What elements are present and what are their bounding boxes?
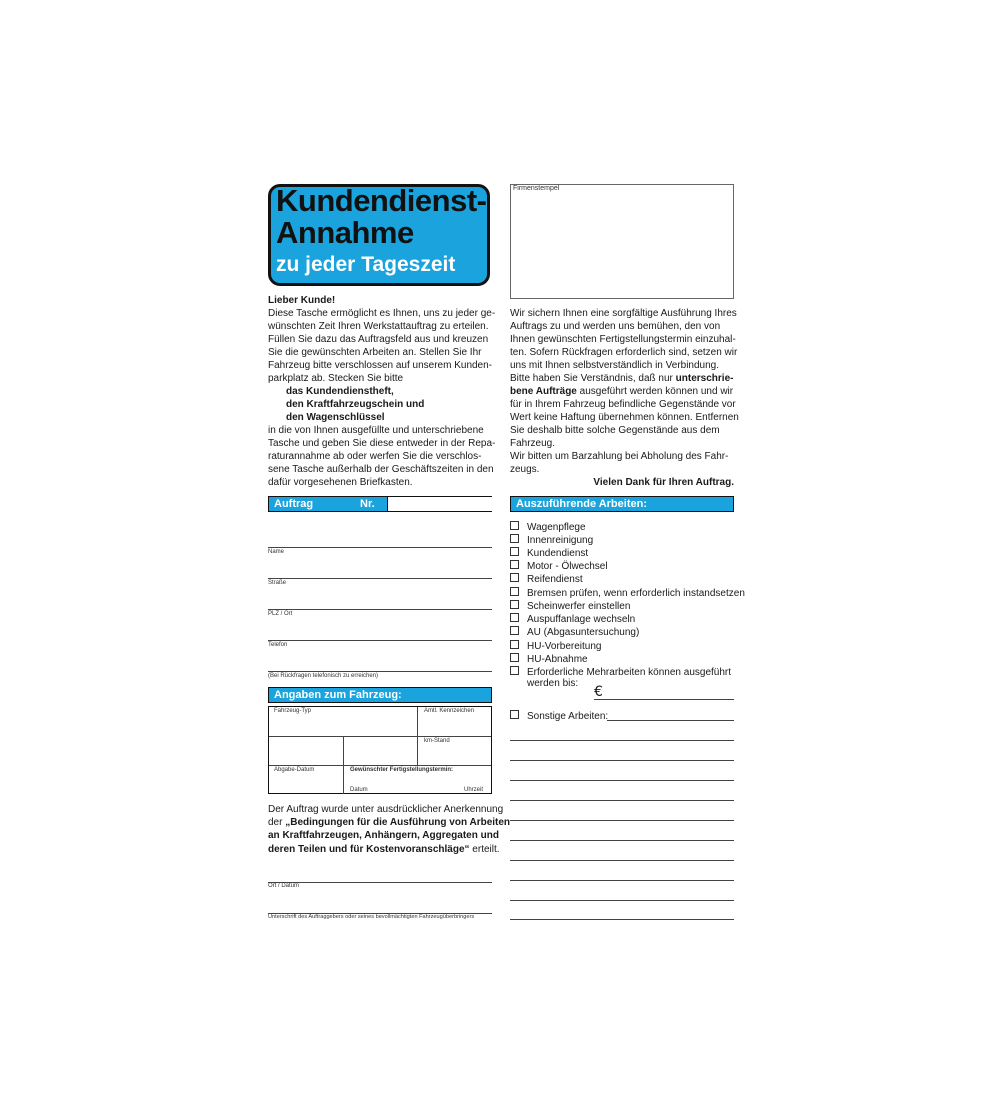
- work-item-sonstige[interactable]: [510, 710, 608, 723]
- terms-text: der: [268, 817, 286, 828]
- terms-line: Der Auftrag wurde unter ausdrücklicher Anerkennung: [268, 804, 504, 815]
- name-field-label: Name: [268, 549, 285, 555]
- works-header: Auszuführende Arbeiten:: [516, 498, 647, 510]
- page-title: Kundendienst-: [276, 183, 487, 218]
- info-line: Sie deshalb bitte solche Gegenstände aus dem: [510, 425, 720, 436]
- checkbox[interactable]: [510, 653, 519, 662]
- mileage-input[interactable]: [419, 745, 490, 764]
- license-plate-input[interactable]: [419, 715, 490, 735]
- vehicle-header: Angaben zum Fahrzeug:: [274, 689, 402, 701]
- info-line: ten. Sofern Rückfragen erforderlich sind, setzen wir: [510, 347, 738, 358]
- work-item-label: Bremsen prüfen, wenn erforderlich instandsetzen: [527, 588, 745, 599]
- euro-sign: €: [594, 684, 603, 700]
- work-item-label: Scheinwerfer einstellen: [527, 601, 631, 612]
- intro-item: den Wagenschlüssel: [286, 412, 385, 423]
- checkbox[interactable]: [510, 666, 519, 675]
- work-item-wagenpflege[interactable]: [510, 521, 586, 534]
- info-line-emphasis: bene Aufträge: [510, 386, 577, 397]
- table-divider: [269, 765, 491, 766]
- other-work-line[interactable]: [510, 860, 734, 861]
- work-item-label: HU-Vorbereitung: [527, 641, 602, 652]
- other-work-line[interactable]: [510, 740, 734, 741]
- intro-line: wünschten Zeit Ihren Werkstattauftrag zu erteilen.: [268, 321, 489, 332]
- city-field-label: PLZ / Ort: [268, 611, 293, 617]
- street-field-label: Straße: [268, 580, 287, 586]
- name-field-line[interactable]: [268, 547, 492, 548]
- info-line-emphasis: unterschrie-: [675, 373, 734, 384]
- street-field-line[interactable]: [268, 578, 492, 579]
- intro-line: dafür vorgesehenen Briefkasten.: [268, 477, 413, 488]
- terms-emphasis: „Bedingungen für die Ausführung von Arbeiten: [285, 817, 511, 828]
- checkbox[interactable]: [510, 626, 519, 635]
- completion-date-input[interactable]: [345, 775, 490, 786]
- info-line: zeugs.: [510, 464, 540, 475]
- intro-line: Tasche und geben Sie diese entweder in der Repa-: [268, 438, 496, 449]
- info-line: Wir bitten um Barzahlung bei Abholung des Fahr-: [510, 451, 729, 462]
- work-item-label: Erforderliche Mehrarbeiten können ausgeführt: [527, 667, 732, 678]
- work-item-label: HU-Abnahme: [527, 654, 588, 665]
- checkbox[interactable]: [510, 534, 519, 543]
- work-item-bremsen[interactable]: [510, 587, 745, 600]
- checkbox[interactable]: [510, 710, 519, 719]
- work-item-label: Reifendienst: [527, 574, 583, 585]
- checkbox[interactable]: [510, 600, 519, 609]
- work-item-reifendienst[interactable]: [510, 573, 583, 586]
- other-work-line[interactable]: [510, 880, 734, 881]
- table-divider: [269, 736, 491, 737]
- intro-line: Sie die gewünschten Arbeiten an. Stellen Sie Ihr: [268, 347, 482, 358]
- mehrarbeiten-label-2: werden bis:: [527, 678, 579, 689]
- info-line: Ihnen gewünschten Fertigstellungstermin einzuhal-: [510, 334, 736, 345]
- terms-emphasis: deren Teilen und für Kostenvoranschläge“: [268, 844, 470, 855]
- other-work-line[interactable]: [510, 800, 734, 801]
- callback-field-label: (Bei Rückfragen telefonisch zu erreichen): [268, 673, 379, 679]
- work-item-label: AU (Abgasuntersuchung): [527, 627, 640, 638]
- work-item-label: Motor - Ölwechsel: [527, 561, 608, 572]
- info-line: Fahrzeug.: [510, 438, 556, 449]
- other-work-line[interactable]: [607, 720, 734, 721]
- work-item-label: Sonstige Arbeiten:: [527, 711, 609, 722]
- page-subtitle: zu jeder Tageszeit: [276, 253, 456, 276]
- mileage-label: km-Stand: [424, 738, 450, 744]
- work-item-auspuff[interactable]: [510, 613, 635, 626]
- info-line-signed-2: [510, 385, 733, 398]
- other-work-line[interactable]: [510, 840, 734, 841]
- stamp-label: Firmenstempel: [513, 185, 560, 192]
- work-item-label: Wagenpflege: [527, 522, 586, 533]
- order-nr-label: Nr.: [360, 498, 375, 510]
- dropoff-date-label: Abgabe-Datum: [274, 767, 315, 773]
- phone-field-label: Telefon: [268, 642, 288, 648]
- vehicle-type-input[interactable]: [270, 715, 416, 735]
- intro-line: raturannahme ab oder werfen Sie die verschlos-: [268, 451, 482, 462]
- intro-line: Fahrzeug bitte verschlossen auf unserem Kunden-: [268, 360, 493, 371]
- order-label: Auftrag: [274, 498, 314, 510]
- checkbox[interactable]: [510, 547, 519, 556]
- work-item-label: Auspuffanlage wechseln: [527, 614, 636, 625]
- terms-line: an Kraftfahrzeugen, Anhängern, Aggregaten und: [268, 830, 499, 841]
- other-work-line[interactable]: [510, 820, 734, 821]
- company-stamp-box[interactable]: [510, 184, 734, 299]
- other-work-line[interactable]: [510, 919, 734, 920]
- info-line: für in Ihrem Fahrzeug befindliche Gegenstände vor: [510, 399, 736, 410]
- intro-line: Diese Tasche ermöglicht es Ihnen, uns zu jeder ge-: [268, 308, 496, 319]
- signature-label: Unterschrift des Auftraggebers oder seines bevollmächtigten Fahrzeugüberbringers: [268, 914, 475, 920]
- other-work-line[interactable]: [510, 780, 734, 781]
- thanks-text: Vielen Dank für Ihren Auftrag.: [593, 477, 734, 488]
- phone-field-line[interactable]: [268, 640, 492, 641]
- checkbox[interactable]: [510, 613, 519, 622]
- page-title-line2: Annahme: [276, 215, 414, 250]
- order-number-input[interactable]: [387, 497, 492, 511]
- salutation: Lieber Kunde!: [268, 295, 336, 306]
- info-line-signed: [510, 372, 733, 385]
- work-item-label: Kundendienst: [527, 548, 589, 559]
- terms-text: erteilt.: [469, 844, 500, 855]
- license-plate-label: Amtl. Kennzeichen: [424, 708, 475, 714]
- other-work-line[interactable]: [510, 900, 734, 901]
- info-line: Auftrags zu und werden uns bemühen, den von: [510, 321, 721, 332]
- work-item-oelwechsel[interactable]: [510, 560, 608, 573]
- info-line-text: ausgeführt werden können und wir: [576, 386, 734, 397]
- intro-line: Füllen Sie dazu das Auftragsfeld aus und kreuzen: [268, 334, 489, 345]
- work-item-label: Innenreinigung: [527, 535, 594, 546]
- other-work-line[interactable]: [510, 760, 734, 761]
- completion-date-label: Gewünschter Fertigstellungstermin:: [350, 767, 454, 773]
- work-item-scheinwerfer[interactable]: [510, 600, 630, 613]
- completion-time-sub: Uhrzeit: [464, 787, 484, 793]
- place-date-line[interactable]: [268, 882, 492, 883]
- info-line: Wir sichern Ihnen eine sorgfältige Ausführung Ihres: [510, 308, 737, 319]
- limit-amount-line[interactable]: [594, 699, 734, 700]
- intro-item: das Kundendienstheft,: [286, 386, 394, 397]
- checkbox[interactable]: [510, 640, 519, 649]
- place-date-label: Ort / Datum: [268, 883, 300, 889]
- intro-line: in die von Ihnen ausgefüllte und unterschriebene: [268, 425, 484, 436]
- checkbox[interactable]: [510, 521, 519, 530]
- work-item-hu-vorbereitung[interactable]: [510, 640, 601, 653]
- checkbox[interactable]: [510, 560, 519, 569]
- dropoff-date-input[interactable]: [270, 775, 342, 793]
- info-line: uns mit Ihnen selbstverständlich in Verbindung.: [510, 360, 720, 371]
- work-item-hu-abnahme[interactable]: [510, 653, 588, 666]
- work-item-au[interactable]: [510, 626, 639, 639]
- info-line-text: Bitte haben Sie Verständnis, daß nur: [510, 373, 676, 384]
- checkbox[interactable]: [510, 587, 519, 596]
- terms-line-4: [268, 843, 500, 856]
- intro-line: sene Tasche außerhalb der Geschäftszeiten in den: [268, 464, 494, 475]
- work-item-kundendienst[interactable]: [510, 547, 588, 560]
- city-field-line[interactable]: [268, 609, 492, 610]
- intro-item: den Kraftfahrzeugschein und: [286, 399, 425, 410]
- terms-line-2: [268, 816, 510, 829]
- vehicle-type-label: Fahrzeug-Typ: [274, 708, 312, 714]
- completion-date-sub: Datum: [350, 787, 368, 793]
- work-item-innenreinigung[interactable]: [510, 534, 593, 547]
- info-line: Wert keine Haftung übernehmen können. Entfernen: [510, 412, 739, 423]
- intro-line: parkplatz ab. Stecken Sie bitte: [268, 373, 404, 384]
- callback-field-line[interactable]: [268, 671, 492, 672]
- checkbox[interactable]: [510, 573, 519, 582]
